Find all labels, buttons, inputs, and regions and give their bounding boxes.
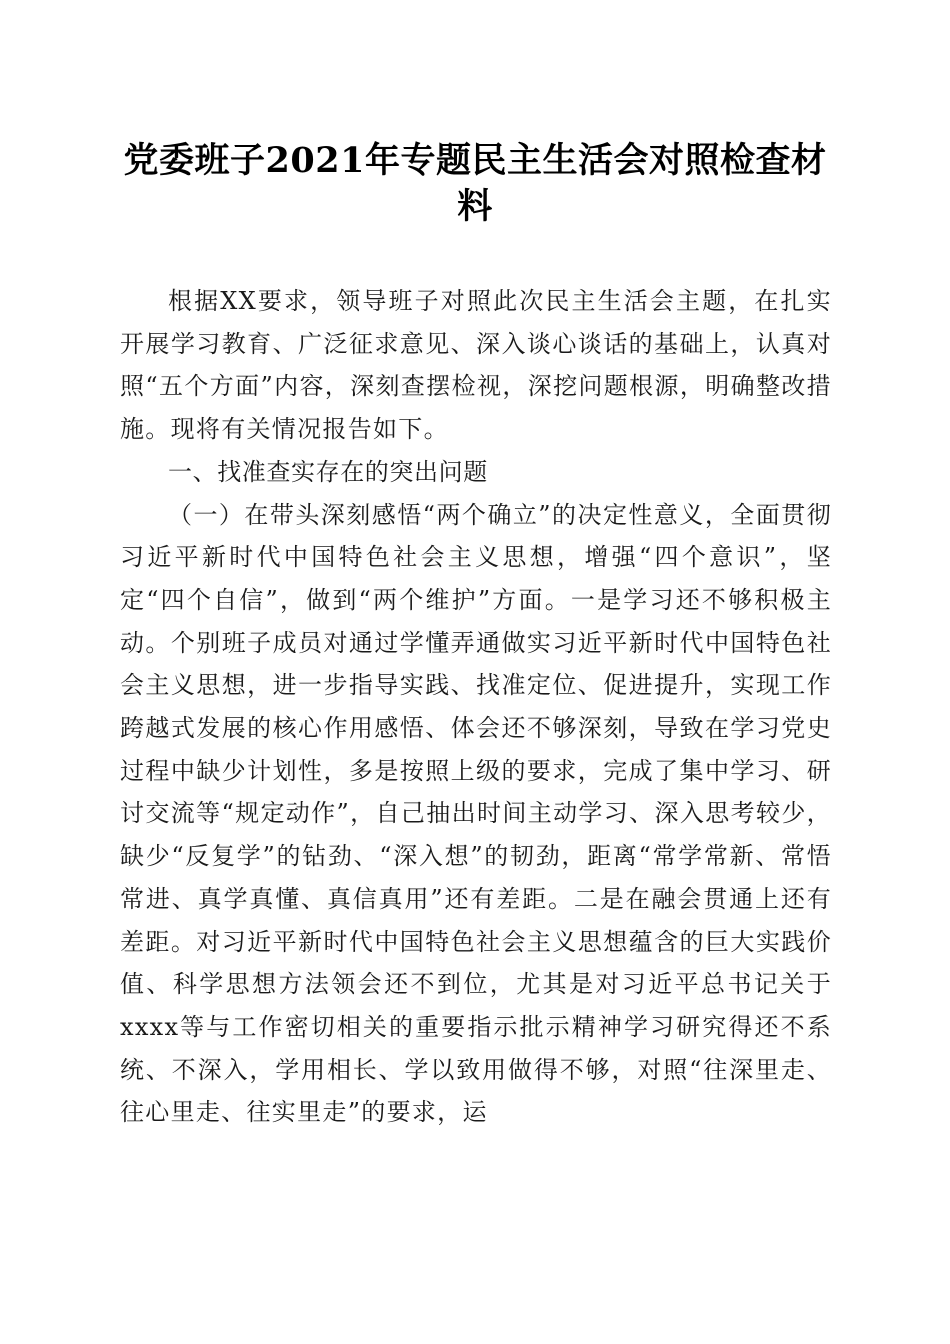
section-heading: 一、找准查实存在的突出问题 — [168, 457, 488, 486]
body-paragraph: （一）在带头深刻感悟“两个确立”的决定性意义，全面贯彻习近平新时代中国特色社会主义思想，增强“四个意识”，坚定“四个自信”，做到“两个维护”方面。一是学习还不够积极主动。个别班子成员对通过学懂弄通做实习近平新时代中国特色社会主义思想，进一步指导实践、找准定位、促进提升，实现工作跨越式发展的核心作用感悟、体会还不够深刻，导致在学习党史过程中缺少计划性，多是按照上级的要求，完成了集中学习、研讨交流等“规定动作”，自己抽出时间主动学习、深入思考较少，缺少“反复学”的钻劲、“深入想”的韧劲，距离“常学常新、常悟常进、真学真懂、真信真用”还有差距。二是在融会贯通上还有差距。对习近平新时代中国特色社会主义思想蕴含的巨大实践价值、科学思想方法领会还不到位，尤其是对习近平总书记关于xxxx等与工作密切相关的重要指示批示精神学习研究得还不系统、不深入，学用相长、学以致用做得不够，对照“往深里走、往心里走、往实里走”的要求，运 — [120, 500, 832, 1127]
document-title: 党委班子2021年专题民主生活会对照检查材料 — [123, 140, 827, 227]
intro-paragraph: 根据XX要求，领导班子对照此次民主生活会主题，在扎实开展学习教育、广泛征求意见、深入谈心谈话的基础上，认真对照“五个方面”内容，深刻查摆检视，深挖问题根源，明确整改措施。现将有关情况报告如下。 — [120, 287, 832, 444]
document-body — [120, 280, 832, 1134]
